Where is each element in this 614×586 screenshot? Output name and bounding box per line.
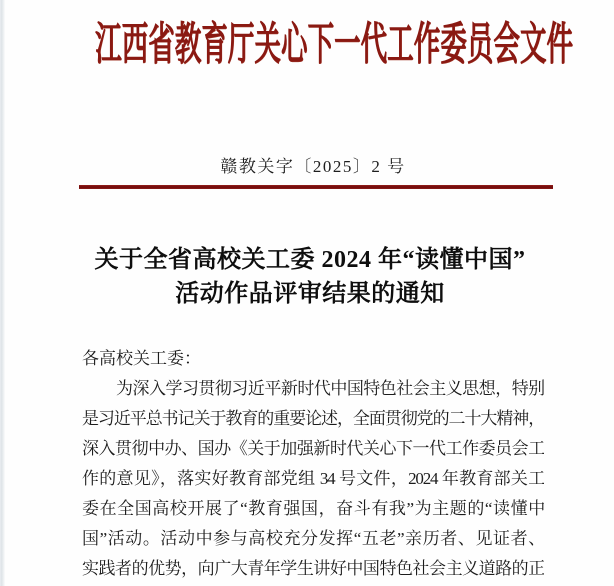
body-line-4: 作的意见》，落实好教育部党组 34 号文件，2024 年教育部关工	[82, 469, 544, 488]
scan-edge-artifact	[0, 0, 5, 586]
notice-title-line-1: 关于全省高校关工委 2024 年“读懂中国”	[94, 247, 526, 273]
body-line-3: 深入贯彻中办、国办《关于加强新时代关心下一代工作委员会工	[82, 439, 544, 458]
body-line-2: 是习近平总书记关于教育的重要论述，全面贯彻党的二十大精神，	[82, 409, 544, 428]
body-paragraph	[82, 344, 544, 584]
body-line-1: 为深入学习贯彻习近平新时代中国特色社会主义思想，特别	[116, 379, 544, 398]
letterhead-title: 江西省教育厅关心下一代工作委员会文件	[95, 19, 573, 69]
body-line-6: 国”活动。活动中参与高校充分发挥“五老”亲历者、见证者、	[82, 529, 544, 548]
salutation: 各高校关工委：	[82, 349, 201, 368]
body-line-5: 委在全国高校开展了“教育强国，奋斗有我”为主题的“读懂中	[82, 499, 544, 518]
notice-title	[10, 243, 610, 311]
document-number: 赣教关字〔2025〕2 号	[220, 157, 406, 176]
red-divider-line	[79, 185, 553, 189]
notice-title-line-2: 活动作品评审结果的通知	[175, 281, 445, 307]
body-line-7: 实践者的优势，向广大青年学生讲好中国特色社会主义道路的正	[82, 559, 544, 578]
